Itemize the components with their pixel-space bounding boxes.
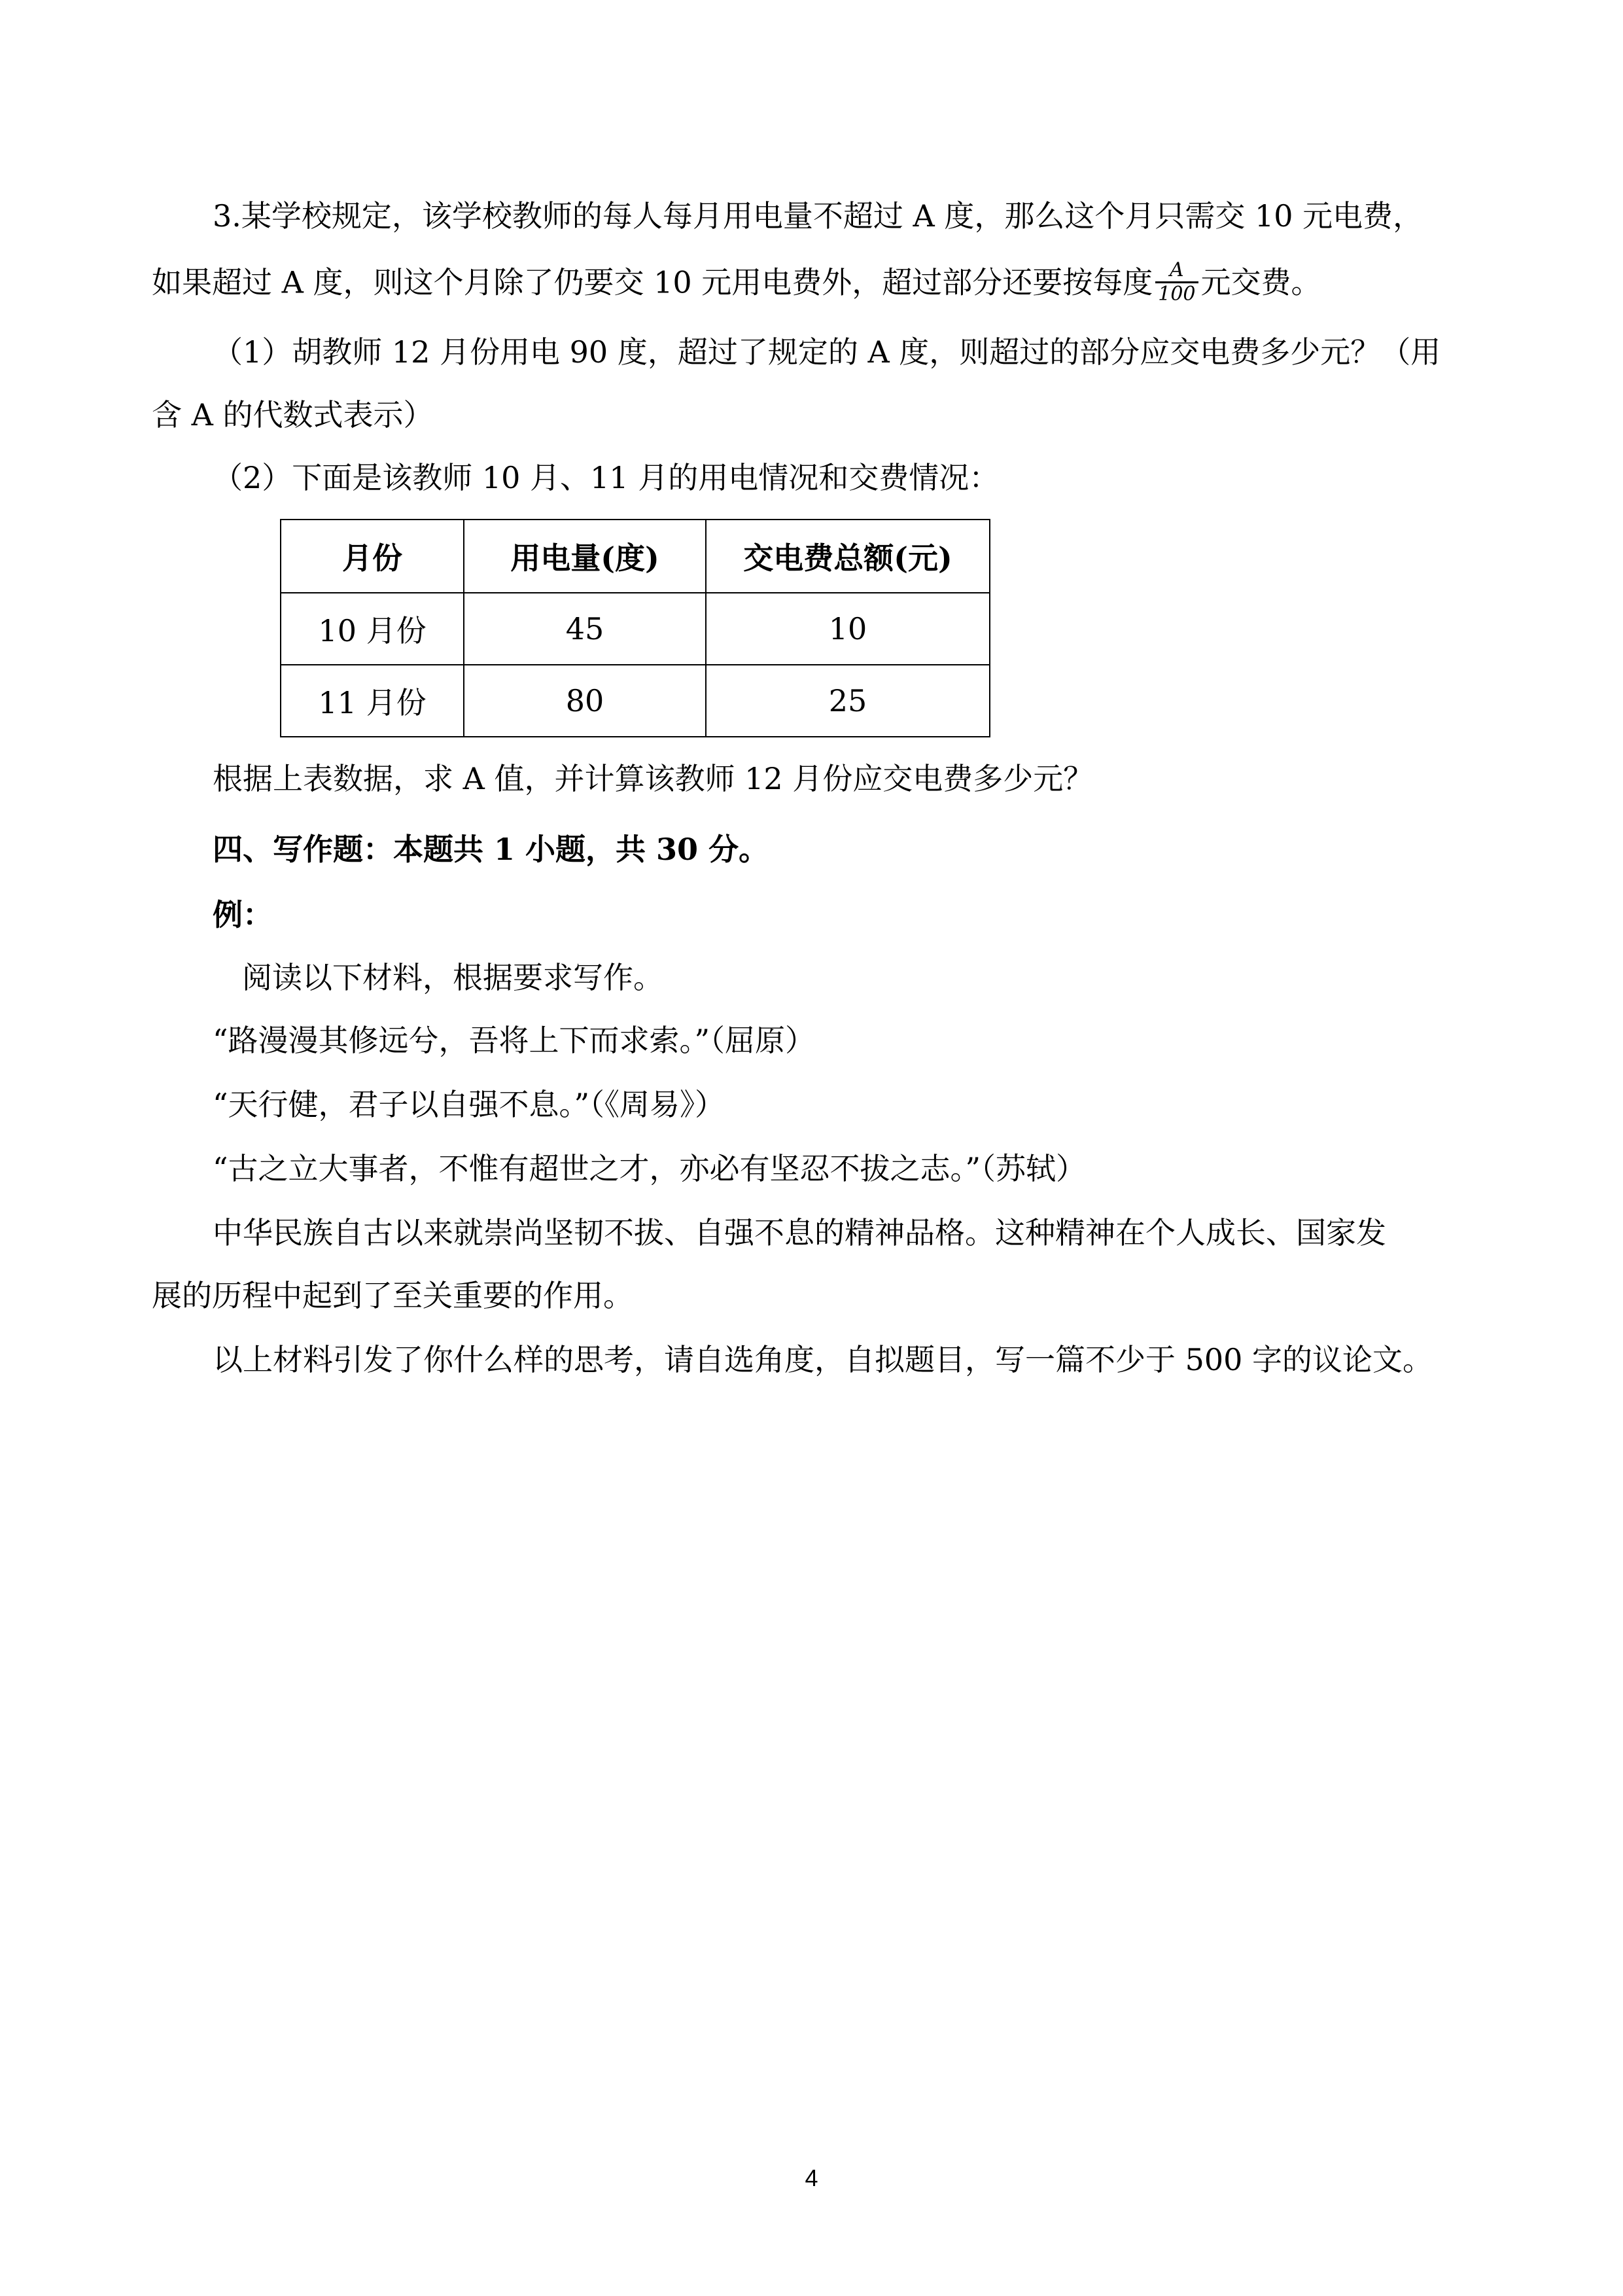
quote-zhouyi: “天行健，君子以自强不息。”（《周易》） xyxy=(213,1087,725,1122)
cell-fee: 25 xyxy=(706,665,990,737)
table-row xyxy=(281,593,990,665)
header-usage: 用电量(度) xyxy=(464,520,706,593)
cell-fee: 10 xyxy=(706,593,990,665)
example-label: 例： xyxy=(213,897,273,932)
writing-instruction: 阅读以下材料，根据要求写作。 xyxy=(242,960,663,995)
q3-line1: 3.某学校规定，该学校教师的每人每月用电量不超过 A 度，那么这个月只需交 10 元电费， xyxy=(213,198,1423,234)
fraction-denominator: 100 xyxy=(1155,281,1198,306)
q3-part1-line1: （1）胡教师 12 月份用电 90 度，超过了规定的 A 度，则超过的部分应交电费多少元？（用 xyxy=(213,334,1441,370)
fraction-a-over-100 xyxy=(1155,259,1198,306)
header-month: 月份 xyxy=(281,520,464,593)
cell-usage: 45 xyxy=(464,593,706,665)
page-number: 4 xyxy=(805,2164,818,2191)
material-para-line1: 中华民族自古以来就崇尚坚韧不拔、自强不息的精神品格。这种精神在个人成长、国家发 xyxy=(213,1215,1386,1250)
writing-requirement: 以上材料引发了你什么样的思考，请自选角度，自拟题目，写一篇不少于 500 字的议论文。 xyxy=(213,1342,1433,1377)
quote-sushi: “古之立大事者，不惟有超世之才，亦必有坚忍不拔之志。”（苏轼） xyxy=(213,1151,1087,1186)
material-para-line2: 展的历程中起到了至关重要的作用。 xyxy=(152,1278,633,1313)
table-row xyxy=(281,665,990,737)
q3-line2-pre: 如果超过 A 度，则这个月除了仍要交 10 元用电费外，超过部分还要按每度 xyxy=(152,264,1153,300)
section4-heading: 四、写作题：本题共 1 小题，共 30 分。 xyxy=(213,832,769,867)
cell-usage: 80 xyxy=(464,665,706,737)
cell-month: 11 月份 xyxy=(281,665,464,737)
q3-line2-post: 元交费。 xyxy=(1200,264,1321,300)
q3-part1-line2: 含 A 的代数式表示） xyxy=(152,397,434,433)
q3-line2 xyxy=(152,258,1321,308)
quote-quyuan: “路漫漫其修远兮，吾将上下而求索。”（屈原） xyxy=(213,1023,816,1058)
electricity-fee-table xyxy=(280,519,990,737)
q3-part2-line: （2）下面是该教师 10 月、11 月的用电情况和交费情况： xyxy=(213,460,1000,495)
table-header-row xyxy=(281,520,990,593)
fraction-numerator: A xyxy=(1170,258,1184,281)
header-total-fee: 交电费总额(元) xyxy=(706,520,990,593)
cell-month: 10 月份 xyxy=(281,593,464,665)
q3-after-table: 根据上表数据，求 A 值，并计算该教师 12 月份应交电费多少元？ xyxy=(213,761,1094,796)
